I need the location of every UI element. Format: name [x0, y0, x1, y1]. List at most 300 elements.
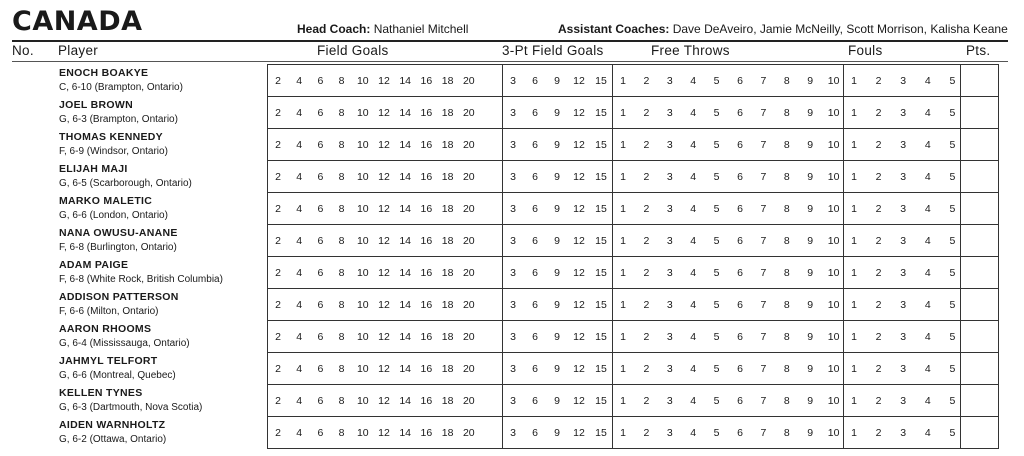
field-goals-tally-mark[interactable]: 16 — [420, 427, 433, 439]
free-throws-tally-mark[interactable]: 9 — [807, 299, 814, 311]
fouls-tally-mark[interactable]: 4 — [924, 203, 931, 215]
field-goals-tally-mark[interactable]: 16 — [420, 331, 433, 343]
fouls-tally-mark[interactable]: 2 — [875, 139, 882, 151]
field-goals-tally-mark[interactable]: 12 — [378, 203, 390, 215]
field-goals-tally-mark[interactable]: 4 — [296, 427, 303, 439]
field-goals-tally-mark[interactable]: 16 — [420, 107, 433, 119]
three-pt-tally-mark[interactable]: 9 — [554, 427, 560, 439]
field-goals-tally-mark[interactable]: 4 — [296, 139, 303, 151]
points-cell[interactable] — [960, 417, 1000, 448]
points-cell[interactable] — [960, 129, 1000, 160]
three-pt-tally-mark[interactable]: 6 — [532, 203, 538, 215]
three-pt-tally-mark[interactable]: 9 — [554, 267, 560, 279]
free-throws-tally-mark[interactable]: 6 — [737, 171, 743, 183]
three-pt-tally-mark[interactable]: 3 — [510, 267, 516, 279]
fouls-tally-mark[interactable]: 3 — [900, 139, 907, 151]
points-cell[interactable] — [960, 193, 1000, 224]
free-throws-tally-mark[interactable]: 3 — [666, 235, 673, 247]
free-throws-tally-mark[interactable]: 10 — [827, 107, 840, 119]
fouls-tally-mark[interactable]: 3 — [900, 395, 907, 407]
three-pt-tally-mark[interactable]: 12 — [573, 427, 585, 439]
free-throws-tally-mark[interactable]: 6 — [737, 331, 743, 343]
free-throws-tally-mark[interactable]: 8 — [783, 299, 790, 311]
free-throws-tally-mark[interactable]: 5 — [713, 235, 720, 247]
field-goals-tally-mark[interactable]: 4 — [296, 235, 303, 247]
free-throws-tally-mark[interactable]: 10 — [827, 299, 840, 311]
field-goals-tally-mark[interactable]: 14 — [399, 75, 412, 87]
field-goals-tally-mark[interactable]: 6 — [317, 427, 324, 439]
three-pt-tally-mark[interactable]: 15 — [595, 171, 607, 183]
field-goals-tally-mark[interactable]: 14 — [399, 203, 412, 215]
free-throws-tally-mark[interactable]: 10 — [827, 395, 840, 407]
field-goals-tally-mark[interactable]: 12 — [378, 267, 390, 279]
fouls-tally-mark[interactable]: 2 — [875, 395, 882, 407]
free-throws-tally-mark[interactable]: 9 — [807, 107, 814, 119]
free-throws-tally-mark[interactable]: 7 — [760, 267, 767, 279]
field-goals-tally-mark[interactable]: 2 — [275, 203, 281, 215]
free-throws-tally-mark[interactable]: 2 — [643, 75, 650, 87]
three-pt-tally-mark[interactable]: 9 — [554, 395, 560, 407]
three-pt-tally-mark[interactable]: 15 — [595, 331, 607, 343]
three-pt-tally-mark[interactable]: 6 — [532, 75, 538, 87]
free-throws-tally-mark[interactable]: 7 — [760, 395, 767, 407]
free-throws-tally-mark[interactable]: 5 — [713, 75, 720, 87]
field-goals-tally-mark[interactable]: 6 — [317, 395, 324, 407]
free-throws-tally-mark[interactable]: 8 — [783, 171, 790, 183]
free-throws-tally-mark[interactable]: 4 — [690, 331, 697, 343]
fouls-tally-mark[interactable]: 3 — [900, 235, 907, 247]
free-throws-tally-mark[interactable]: 7 — [760, 235, 767, 247]
fouls-tally-mark[interactable]: 4 — [924, 235, 931, 247]
field-goals-tally-mark[interactable]: 12 — [378, 363, 390, 375]
free-throws-tally-mark[interactable]: 4 — [690, 171, 697, 183]
fouls-tally-mark[interactable]: 5 — [949, 139, 956, 151]
free-throws-tally-mark[interactable]: 4 — [690, 427, 697, 439]
three-pt-tally-mark[interactable]: 3 — [510, 299, 516, 311]
free-throws-tally-mark[interactable]: 9 — [807, 235, 814, 247]
field-goals-tally-mark[interactable]: 10 — [356, 171, 369, 183]
field-goals-tally-mark[interactable]: 18 — [441, 107, 454, 119]
field-goals-tally-mark[interactable]: 8 — [338, 75, 345, 87]
field-goals-tally-mark[interactable]: 20 — [462, 395, 475, 407]
fouls-tally-mark[interactable]: 1 — [851, 139, 857, 151]
fouls-tally-mark[interactable]: 5 — [949, 427, 956, 439]
field-goals-tally-mark[interactable]: 12 — [378, 427, 390, 439]
three-pt-tally-mark[interactable]: 6 — [532, 107, 538, 119]
free-throws-tally-mark[interactable]: 6 — [737, 235, 743, 247]
free-throws-tally-mark[interactable]: 7 — [760, 107, 767, 119]
free-throws-tally-mark[interactable]: 10 — [827, 139, 840, 151]
field-goals-tally-mark[interactable]: 12 — [378, 331, 390, 343]
fouls-tally-mark[interactable]: 1 — [851, 107, 857, 119]
fouls-tally-mark[interactable]: 5 — [949, 267, 956, 279]
free-throws-tally-mark[interactable]: 5 — [713, 363, 720, 375]
free-throws-tally-mark[interactable]: 3 — [666, 203, 673, 215]
field-goals-tally-mark[interactable]: 16 — [420, 171, 433, 183]
field-goals-tally-mark[interactable]: 4 — [296, 267, 303, 279]
free-throws-tally-mark[interactable]: 4 — [690, 395, 697, 407]
field-goals-tally-mark[interactable]: 18 — [441, 235, 454, 247]
free-throws-tally-mark[interactable]: 9 — [807, 267, 814, 279]
field-goals-tally-mark[interactable]: 14 — [399, 331, 412, 343]
field-goals-tally-mark[interactable]: 6 — [317, 331, 324, 343]
free-throws-tally-mark[interactable]: 4 — [690, 139, 697, 151]
free-throws-tally-mark[interactable]: 10 — [827, 171, 840, 183]
field-goals-tally-mark[interactable]: 18 — [441, 75, 454, 87]
field-goals-tally-mark[interactable]: 20 — [462, 171, 475, 183]
points-cell[interactable] — [960, 353, 1000, 384]
fouls-tally-mark[interactable]: 2 — [875, 235, 882, 247]
field-goals-tally-mark[interactable]: 14 — [399, 395, 412, 407]
free-throws-tally-mark[interactable]: 5 — [713, 395, 720, 407]
free-throws-tally-mark[interactable]: 8 — [783, 107, 790, 119]
three-pt-tally-mark[interactable]: 3 — [510, 363, 516, 375]
fouls-tally-mark[interactable]: 2 — [875, 267, 882, 279]
field-goals-tally-mark[interactable]: 8 — [338, 267, 345, 279]
points-cell[interactable] — [960, 257, 1000, 288]
free-throws-tally-mark[interactable]: 8 — [783, 427, 790, 439]
free-throws-tally-mark[interactable]: 5 — [713, 331, 720, 343]
free-throws-tally-mark[interactable]: 2 — [643, 427, 650, 439]
field-goals-tally-mark[interactable]: 2 — [275, 267, 281, 279]
free-throws-tally-mark[interactable]: 9 — [807, 427, 814, 439]
fouls-tally-mark[interactable]: 5 — [949, 299, 956, 311]
free-throws-tally-mark[interactable]: 1 — [620, 363, 626, 375]
free-throws-tally-mark[interactable]: 7 — [760, 75, 767, 87]
field-goals-tally-mark[interactable]: 6 — [317, 267, 324, 279]
fouls-tally-mark[interactable]: 4 — [924, 363, 931, 375]
free-throws-tally-mark[interactable]: 5 — [713, 203, 720, 215]
fouls-tally-mark[interactable]: 5 — [949, 75, 956, 87]
field-goals-tally-mark[interactable]: 10 — [356, 107, 369, 119]
three-pt-tally-mark[interactable]: 15 — [595, 427, 607, 439]
free-throws-tally-mark[interactable]: 9 — [807, 363, 814, 375]
field-goals-tally-mark[interactable]: 20 — [462, 107, 475, 119]
three-pt-tally-mark[interactable]: 9 — [554, 107, 560, 119]
fouls-tally-mark[interactable]: 4 — [924, 171, 931, 183]
field-goals-tally-mark[interactable]: 14 — [399, 107, 412, 119]
free-throws-tally-mark[interactable]: 1 — [620, 75, 626, 87]
field-goals-tally-mark[interactable]: 16 — [420, 75, 433, 87]
fouls-tally-mark[interactable]: 1 — [851, 363, 857, 375]
fouls-tally-mark[interactable]: 4 — [924, 331, 931, 343]
three-pt-tally-mark[interactable]: 12 — [573, 203, 585, 215]
free-throws-tally-mark[interactable]: 5 — [713, 427, 720, 439]
field-goals-tally-mark[interactable]: 20 — [462, 299, 475, 311]
three-pt-tally-mark[interactable]: 9 — [554, 331, 560, 343]
free-throws-tally-mark[interactable]: 9 — [807, 75, 814, 87]
field-goals-tally-mark[interactable]: 16 — [420, 299, 433, 311]
field-goals-tally-mark[interactable]: 20 — [462, 235, 475, 247]
three-pt-tally-mark[interactable]: 15 — [595, 363, 607, 375]
field-goals-tally-mark[interactable]: 12 — [378, 235, 390, 247]
free-throws-tally-mark[interactable]: 4 — [690, 235, 697, 247]
fouls-tally-mark[interactable]: 1 — [851, 235, 857, 247]
field-goals-tally-mark[interactable]: 4 — [296, 171, 303, 183]
field-goals-tally-mark[interactable]: 6 — [317, 363, 324, 375]
field-goals-tally-mark[interactable]: 18 — [441, 363, 454, 375]
field-goals-tally-mark[interactable]: 18 — [441, 267, 454, 279]
fouls-tally-mark[interactable]: 4 — [924, 427, 931, 439]
field-goals-tally-mark[interactable]: 4 — [296, 395, 303, 407]
field-goals-tally-mark[interactable]: 16 — [420, 267, 433, 279]
three-pt-tally-mark[interactable]: 12 — [573, 235, 585, 247]
field-goals-tally-mark[interactable]: 4 — [296, 299, 303, 311]
free-throws-tally-mark[interactable]: 9 — [807, 395, 814, 407]
field-goals-tally-mark[interactable]: 14 — [399, 363, 412, 375]
field-goals-tally-mark[interactable]: 2 — [275, 107, 281, 119]
field-goals-tally-mark[interactable]: 20 — [462, 267, 475, 279]
fouls-tally-mark[interactable]: 4 — [924, 299, 931, 311]
field-goals-tally-mark[interactable]: 14 — [399, 171, 412, 183]
three-pt-tally-mark[interactable]: 12 — [573, 107, 585, 119]
field-goals-tally-mark[interactable]: 8 — [338, 139, 345, 151]
fouls-tally-mark[interactable]: 1 — [851, 171, 857, 183]
fouls-tally-mark[interactable]: 2 — [875, 427, 882, 439]
fouls-tally-mark[interactable]: 3 — [900, 203, 907, 215]
field-goals-tally-mark[interactable]: 10 — [356, 363, 369, 375]
three-pt-tally-mark[interactable]: 3 — [510, 107, 516, 119]
fouls-tally-mark[interactable]: 3 — [900, 299, 907, 311]
fouls-tally-mark[interactable]: 3 — [900, 107, 907, 119]
three-pt-tally-mark[interactable]: 6 — [532, 363, 538, 375]
fouls-tally-mark[interactable]: 3 — [900, 267, 907, 279]
three-pt-tally-mark[interactable]: 6 — [532, 331, 538, 343]
field-goals-tally-mark[interactable]: 2 — [275, 171, 281, 183]
free-throws-tally-mark[interactable]: 7 — [760, 139, 767, 151]
three-pt-tally-mark[interactable]: 12 — [573, 139, 585, 151]
three-pt-tally-mark[interactable]: 6 — [532, 427, 538, 439]
fouls-tally-mark[interactable]: 1 — [851, 395, 857, 407]
fouls-tally-mark[interactable]: 5 — [949, 203, 956, 215]
free-throws-tally-mark[interactable]: 7 — [760, 171, 767, 183]
three-pt-tally-mark[interactable]: 3 — [510, 75, 516, 87]
fouls-tally-mark[interactable]: 2 — [875, 203, 882, 215]
points-cell[interactable] — [960, 97, 1000, 128]
free-throws-tally-mark[interactable]: 5 — [713, 139, 720, 151]
fouls-tally-mark[interactable]: 3 — [900, 331, 907, 343]
field-goals-tally-mark[interactable]: 18 — [441, 331, 454, 343]
field-goals-tally-mark[interactable]: 2 — [275, 331, 281, 343]
field-goals-tally-mark[interactable]: 12 — [378, 107, 390, 119]
field-goals-tally-mark[interactable]: 8 — [338, 395, 345, 407]
free-throws-tally-mark[interactable]: 1 — [620, 395, 626, 407]
field-goals-tally-mark[interactable]: 6 — [317, 203, 324, 215]
free-throws-tally-mark[interactable]: 3 — [666, 331, 673, 343]
fouls-tally-mark[interactable]: 1 — [851, 331, 857, 343]
free-throws-tally-mark[interactable]: 4 — [690, 107, 697, 119]
free-throws-tally-mark[interactable]: 4 — [690, 75, 697, 87]
field-goals-tally-mark[interactable]: 8 — [338, 235, 345, 247]
field-goals-tally-mark[interactable]: 4 — [296, 363, 303, 375]
field-goals-tally-mark[interactable]: 16 — [420, 235, 433, 247]
free-throws-tally-mark[interactable]: 6 — [737, 363, 743, 375]
field-goals-tally-mark[interactable]: 6 — [317, 235, 324, 247]
free-throws-tally-mark[interactable]: 8 — [783, 235, 790, 247]
free-throws-tally-mark[interactable]: 3 — [666, 171, 673, 183]
field-goals-tally-mark[interactable]: 4 — [296, 75, 303, 87]
fouls-tally-mark[interactable]: 2 — [875, 363, 882, 375]
field-goals-tally-mark[interactable]: 10 — [356, 299, 369, 311]
free-throws-tally-mark[interactable]: 1 — [620, 427, 626, 439]
field-goals-tally-mark[interactable]: 6 — [317, 299, 324, 311]
free-throws-tally-mark[interactable]: 9 — [807, 203, 814, 215]
fouls-tally-mark[interactable]: 3 — [900, 75, 907, 87]
free-throws-tally-mark[interactable]: 5 — [713, 267, 720, 279]
free-throws-tally-mark[interactable]: 1 — [620, 139, 626, 151]
field-goals-tally-mark[interactable]: 2 — [275, 427, 281, 439]
fouls-tally-mark[interactable]: 2 — [875, 75, 882, 87]
free-throws-tally-mark[interactable]: 1 — [620, 171, 626, 183]
three-pt-tally-mark[interactable]: 15 — [595, 395, 607, 407]
field-goals-tally-mark[interactable]: 8 — [338, 363, 345, 375]
free-throws-tally-mark[interactable]: 2 — [643, 267, 650, 279]
fouls-tally-mark[interactable]: 3 — [900, 171, 907, 183]
three-pt-tally-mark[interactable]: 12 — [573, 267, 585, 279]
three-pt-tally-mark[interactable]: 12 — [573, 171, 585, 183]
fouls-tally-mark[interactable]: 3 — [900, 427, 907, 439]
free-throws-tally-mark[interactable]: 9 — [807, 171, 814, 183]
free-throws-tally-mark[interactable]: 6 — [737, 107, 743, 119]
free-throws-tally-mark[interactable]: 10 — [827, 363, 840, 375]
field-goals-tally-mark[interactable]: 10 — [356, 395, 369, 407]
field-goals-tally-mark[interactable]: 6 — [317, 107, 324, 119]
fouls-tally-mark[interactable]: 5 — [949, 171, 956, 183]
three-pt-tally-mark[interactable]: 6 — [532, 299, 538, 311]
fouls-tally-mark[interactable]: 4 — [924, 107, 931, 119]
field-goals-tally-mark[interactable]: 18 — [441, 171, 454, 183]
three-pt-tally-mark[interactable]: 12 — [573, 363, 585, 375]
free-throws-tally-mark[interactable]: 10 — [827, 75, 840, 87]
field-goals-tally-mark[interactable]: 16 — [420, 395, 433, 407]
field-goals-tally-mark[interactable]: 8 — [338, 203, 345, 215]
free-throws-tally-mark[interactable]: 1 — [620, 267, 626, 279]
free-throws-tally-mark[interactable]: 10 — [827, 331, 840, 343]
free-throws-tally-mark[interactable]: 5 — [713, 107, 720, 119]
field-goals-tally-mark[interactable]: 4 — [296, 331, 303, 343]
three-pt-tally-mark[interactable]: 6 — [532, 171, 538, 183]
field-goals-tally-mark[interactable]: 8 — [338, 171, 345, 183]
three-pt-tally-mark[interactable]: 6 — [532, 267, 538, 279]
field-goals-tally-mark[interactable]: 4 — [296, 203, 303, 215]
points-cell[interactable] — [960, 321, 1000, 352]
three-pt-tally-mark[interactable]: 3 — [510, 171, 516, 183]
free-throws-tally-mark[interactable]: 8 — [783, 363, 790, 375]
field-goals-tally-mark[interactable]: 12 — [378, 171, 390, 183]
free-throws-tally-mark[interactable]: 9 — [807, 139, 814, 151]
fouls-tally-mark[interactable]: 5 — [949, 331, 956, 343]
free-throws-tally-mark[interactable]: 2 — [643, 395, 650, 407]
fouls-tally-mark[interactable]: 4 — [924, 267, 931, 279]
free-throws-tally-mark[interactable]: 4 — [690, 267, 697, 279]
free-throws-tally-mark[interactable]: 8 — [783, 203, 790, 215]
free-throws-tally-mark[interactable]: 3 — [666, 395, 673, 407]
free-throws-tally-mark[interactable]: 6 — [737, 395, 743, 407]
field-goals-tally-mark[interactable]: 6 — [317, 139, 324, 151]
three-pt-tally-mark[interactable]: 3 — [510, 203, 516, 215]
fouls-tally-mark[interactable]: 1 — [851, 299, 857, 311]
free-throws-tally-mark[interactable]: 3 — [666, 299, 673, 311]
field-goals-tally-mark[interactable]: 10 — [356, 267, 369, 279]
three-pt-tally-mark[interactable]: 9 — [554, 235, 560, 247]
free-throws-tally-mark[interactable]: 4 — [690, 203, 697, 215]
three-pt-tally-mark[interactable]: 9 — [554, 363, 560, 375]
field-goals-tally-mark[interactable]: 6 — [317, 171, 324, 183]
field-goals-tally-mark[interactable]: 18 — [441, 427, 454, 439]
fouls-tally-mark[interactable]: 2 — [875, 107, 882, 119]
fouls-tally-mark[interactable]: 1 — [851, 267, 857, 279]
free-throws-tally-mark[interactable]: 7 — [760, 331, 767, 343]
free-throws-tally-mark[interactable]: 10 — [827, 267, 840, 279]
field-goals-tally-mark[interactable]: 18 — [441, 299, 454, 311]
field-goals-tally-mark[interactable]: 10 — [356, 203, 369, 215]
fouls-tally-mark[interactable]: 1 — [851, 75, 857, 87]
fouls-tally-mark[interactable]: 3 — [900, 363, 907, 375]
free-throws-tally-mark[interactable]: 5 — [713, 171, 720, 183]
free-throws-tally-mark[interactable]: 7 — [760, 427, 767, 439]
free-throws-tally-mark[interactable]: 1 — [620, 299, 626, 311]
free-throws-tally-mark[interactable]: 6 — [737, 427, 743, 439]
field-goals-tally-mark[interactable]: 10 — [356, 139, 369, 151]
field-goals-tally-mark[interactable]: 2 — [275, 139, 281, 151]
field-goals-tally-mark[interactable]: 2 — [275, 363, 281, 375]
field-goals-tally-mark[interactable]: 12 — [378, 395, 390, 407]
three-pt-tally-mark[interactable]: 6 — [532, 395, 538, 407]
free-throws-tally-mark[interactable]: 3 — [666, 267, 673, 279]
free-throws-tally-mark[interactable]: 4 — [690, 363, 697, 375]
field-goals-tally-mark[interactable]: 2 — [275, 299, 281, 311]
three-pt-tally-mark[interactable]: 3 — [510, 395, 516, 407]
three-pt-tally-mark[interactable]: 12 — [573, 299, 585, 311]
field-goals-tally-mark[interactable]: 20 — [462, 363, 475, 375]
free-throws-tally-mark[interactable]: 8 — [783, 395, 790, 407]
field-goals-tally-mark[interactable]: 10 — [356, 75, 369, 87]
field-goals-tally-mark[interactable]: 12 — [378, 139, 390, 151]
field-goals-tally-mark[interactable]: 14 — [399, 235, 412, 247]
field-goals-tally-mark[interactable]: 4 — [296, 107, 303, 119]
three-pt-tally-mark[interactable]: 6 — [532, 235, 538, 247]
field-goals-tally-mark[interactable]: 10 — [356, 331, 369, 343]
three-pt-tally-mark[interactable]: 15 — [595, 235, 607, 247]
three-pt-tally-mark[interactable]: 12 — [573, 331, 585, 343]
three-pt-tally-mark[interactable]: 9 — [554, 139, 560, 151]
field-goals-tally-mark[interactable]: 20 — [462, 203, 475, 215]
field-goals-tally-mark[interactable]: 14 — [399, 139, 412, 151]
fouls-tally-mark[interactable]: 2 — [875, 171, 882, 183]
fouls-tally-mark[interactable]: 5 — [949, 363, 956, 375]
fouls-tally-mark[interactable]: 4 — [924, 75, 931, 87]
free-throws-tally-mark[interactable]: 2 — [643, 171, 650, 183]
fouls-tally-mark[interactable]: 1 — [851, 427, 857, 439]
free-throws-tally-mark[interactable]: 7 — [760, 363, 767, 375]
three-pt-tally-mark[interactable]: 15 — [595, 203, 607, 215]
free-throws-tally-mark[interactable]: 1 — [620, 331, 626, 343]
points-cell[interactable] — [960, 161, 1000, 192]
free-throws-tally-mark[interactable]: 6 — [737, 267, 743, 279]
field-goals-tally-mark[interactable]: 6 — [317, 75, 324, 87]
field-goals-tally-mark[interactable]: 18 — [441, 139, 454, 151]
free-throws-tally-mark[interactable]: 10 — [827, 235, 840, 247]
field-goals-tally-mark[interactable]: 10 — [356, 427, 369, 439]
free-throws-tally-mark[interactable]: 1 — [620, 107, 626, 119]
fouls-tally-mark[interactable]: 5 — [949, 235, 956, 247]
three-pt-tally-mark[interactable]: 15 — [595, 139, 607, 151]
points-cell[interactable] — [960, 65, 1000, 96]
three-pt-tally-mark[interactable]: 9 — [554, 203, 560, 215]
field-goals-tally-mark[interactable]: 8 — [338, 427, 345, 439]
field-goals-tally-mark[interactable]: 20 — [462, 331, 475, 343]
free-throws-tally-mark[interactable]: 1 — [620, 235, 626, 247]
